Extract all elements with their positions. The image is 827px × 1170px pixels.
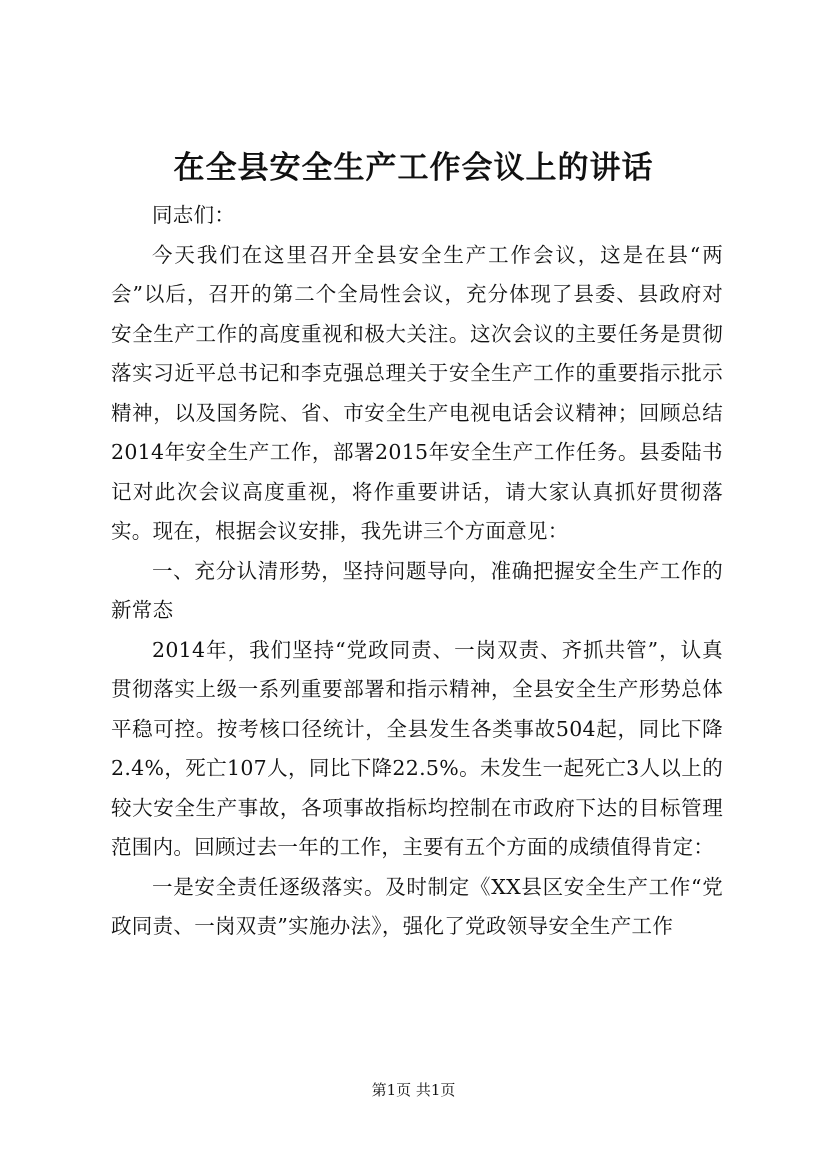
section-heading-1: 一、充分认清形势，坚持问题导向，准确把握安全生产工作的新常态 xyxy=(111,558,723,622)
salutation: 同志们： xyxy=(152,203,236,227)
document-title: 在全县安全生产工作会议上的讲话 xyxy=(173,150,654,186)
paragraph-intro: 今天我们在这里召开全县安全生产工作会议，这是在县“两会”以后，召开的第二个全局性会议，充分体现了县委、县政府对安全生产工作的高度重视和极大关注。这次会议的主要任务是贯彻落实习近平总书记和李克强总理关于安全生产工作的重要指示批示精神，以及国务院、省、市安全生产电视电话会议精神；回顾总结2014年安全生产工作，部署2015年安全生产工作任务。县委陆书记对此次会议高度重视，将作重要讲话，请大家认真抓好贯彻落实。现在，根据会议安排，我先讲三个方面意见： xyxy=(111,242,723,543)
document-body xyxy=(111,196,723,947)
paragraph-2014-review: 2014年，我们坚持“党政同责、一岗双责、齐抓共管”，认真贯彻落实上级一系列重要部署和指示精神，全县安全生产形势总体平稳可控。按考核口径统计，全县发生各类事故504起，同比下降2.4%，死亡107人，同比下降22.5%。未发生一起死亡3人以上的较大安全生产事故，各项事故指标均控制在市政府下达的目标管理范围内。回顾过去一年的工作，主要有五个方面的成绩值得肯定： xyxy=(111,637,723,859)
page-footer: 第1页 共1页 xyxy=(371,1081,456,1099)
paragraph-responsibility: 一是安全责任逐级落实。及时制定《XX县区安全生产工作“党政同责、一岗双责”实施办法》，强化了党政领导安全生产工作 xyxy=(111,874,723,938)
